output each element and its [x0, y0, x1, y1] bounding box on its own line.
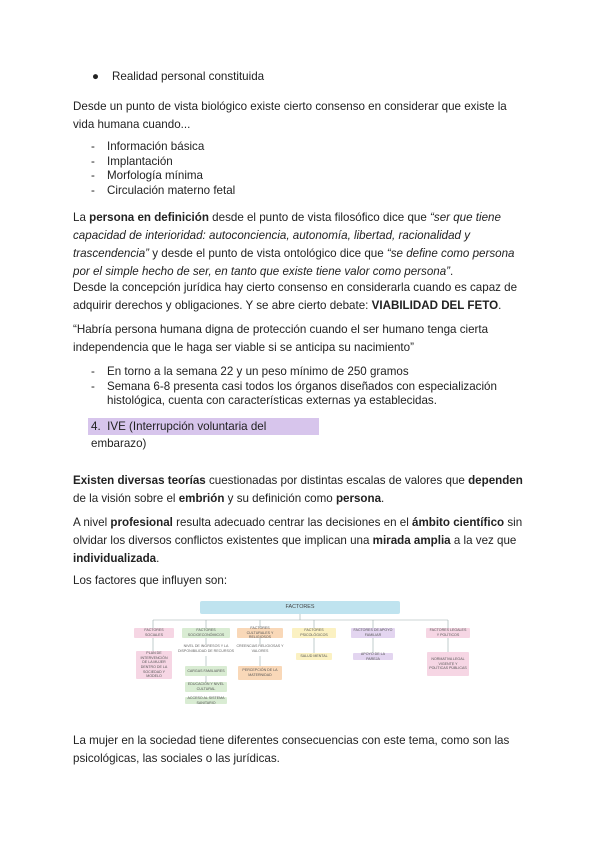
diagram-node: CARGAS FAMILIARES [185, 666, 227, 676]
juridica-paragraph: Desde la concepción jurídica hay cierto consenso en considerarla cuando es capaz de adquirir derechos y obligaciones. Y se abre cierto debate: VIABILIDAD DEL FETO. [73, 281, 518, 312]
diagram-node: CREENCIAS RELIGIOSAS Y VALORES [236, 644, 284, 653]
diagram-node: FACTORES LEGALES Y POLÍTICOS [426, 628, 470, 638]
diagram-title: FACTORES [200, 601, 400, 614]
biological-list [73, 140, 523, 198]
diagram-node: FACTORES DE APOYO FAMILIAR [351, 628, 395, 638]
factores-diagram [130, 598, 470, 716]
diagram-node: SALUD MENTAL [296, 653, 332, 660]
profesional-paragraph: A nivel profesional resulta adecuado centrar las decisiones en el ámbito científico sin olvidar los diversos conflictos existentes que implican una mirada amplia a la vez que individualizada. [73, 516, 523, 565]
list-item: - Implantación [91, 154, 173, 168]
diagram-node: FACTORES SOCIALES [134, 628, 174, 638]
teorias-paragraph: Existen diversas teorías cuestionadas por distintas escalas de valores que dependen de la visión sobre el embrión y su definición como persona. [73, 474, 523, 505]
list-item: - Información básica [91, 140, 205, 153]
intro-bullet [92, 70, 264, 83]
diagram-node: PERCEPCIÓN DE LA MATERNIDAD [238, 666, 282, 680]
diagram-node: PLAN DE INTERVENCIÓN DE LA MUJER DENTRO DE LA SOCIEDAD Y MODELO [136, 651, 172, 679]
diagram-node: FACTORES CULTURALES Y RELIGIOSOS [237, 628, 283, 638]
list-item: - Morfología mínima [91, 169, 204, 182]
list-item: - En torno a la semana 22 y un peso mínimo de 250 gramos [91, 365, 409, 378]
bullet-dot-icon: ● [92, 70, 100, 83]
intro-bullet-text: Realidad personal constituida [112, 70, 265, 83]
diagram-node: EDUCACIÓN Y NIVEL CULTURAL [185, 682, 227, 692]
section-heading: 4. IVE (Interrupción voluntaria del embarazo) [88, 418, 319, 435]
diagram-node: NORMATIVA LEGAL VIGENTE Y POLÍTICAS PÚBLICAS [427, 652, 469, 676]
diagram-node: NIVEL DE INGRESOS Y LA DISPONIBILIDAD DE RECURSOS [177, 644, 235, 653]
viability-quote: “Habría persona humana digna de protección cuando el ser humano tenga cierta independencia que le haga ser viable si se anticipa su nacimiento” [73, 323, 489, 354]
diagram-node: APOYO DE LA PAREJA [353, 653, 393, 660]
factores-intro: Los factores que influyen son: [73, 574, 228, 587]
list-item: - Circulación materno fetal [91, 183, 236, 197]
persona-definition-paragraph: La persona en definición desde el punto de vista filosófico dice que “ser que tiene capacidad de interioridad: autoconciencia, autonomía, libertad, racionalidad y trascendencia” y desde el punto de vista ontológico dice que “se define como persona por el simple hecho de ser, en tanto que existe tiene valor como persona”. [73, 211, 515, 278]
diagram-node: FACTORES PSICOLÓGICOS [292, 628, 336, 638]
list-item: - Semana 6-8 presenta casi todos los órganos diseñados con especialización histológica, cuenta con características externas ya establecidas. [91, 379, 497, 407]
biological-paragraph: Desde un punto de vista biológico existe cierto consenso en considerar que existe la vida humana cuando... [73, 100, 507, 131]
diagram-node: ACCESO AL SISTEMA SANITARIO [185, 697, 227, 704]
closing-paragraph: La mujer en la sociedad tiene diferentes consecuencias con este tema, como son las psicológicas, las sociales o las jurídicas. [73, 734, 510, 765]
diagram-node: FACTORES SOCIOECONÓMICOS [182, 628, 230, 638]
viability-list [73, 365, 523, 409]
